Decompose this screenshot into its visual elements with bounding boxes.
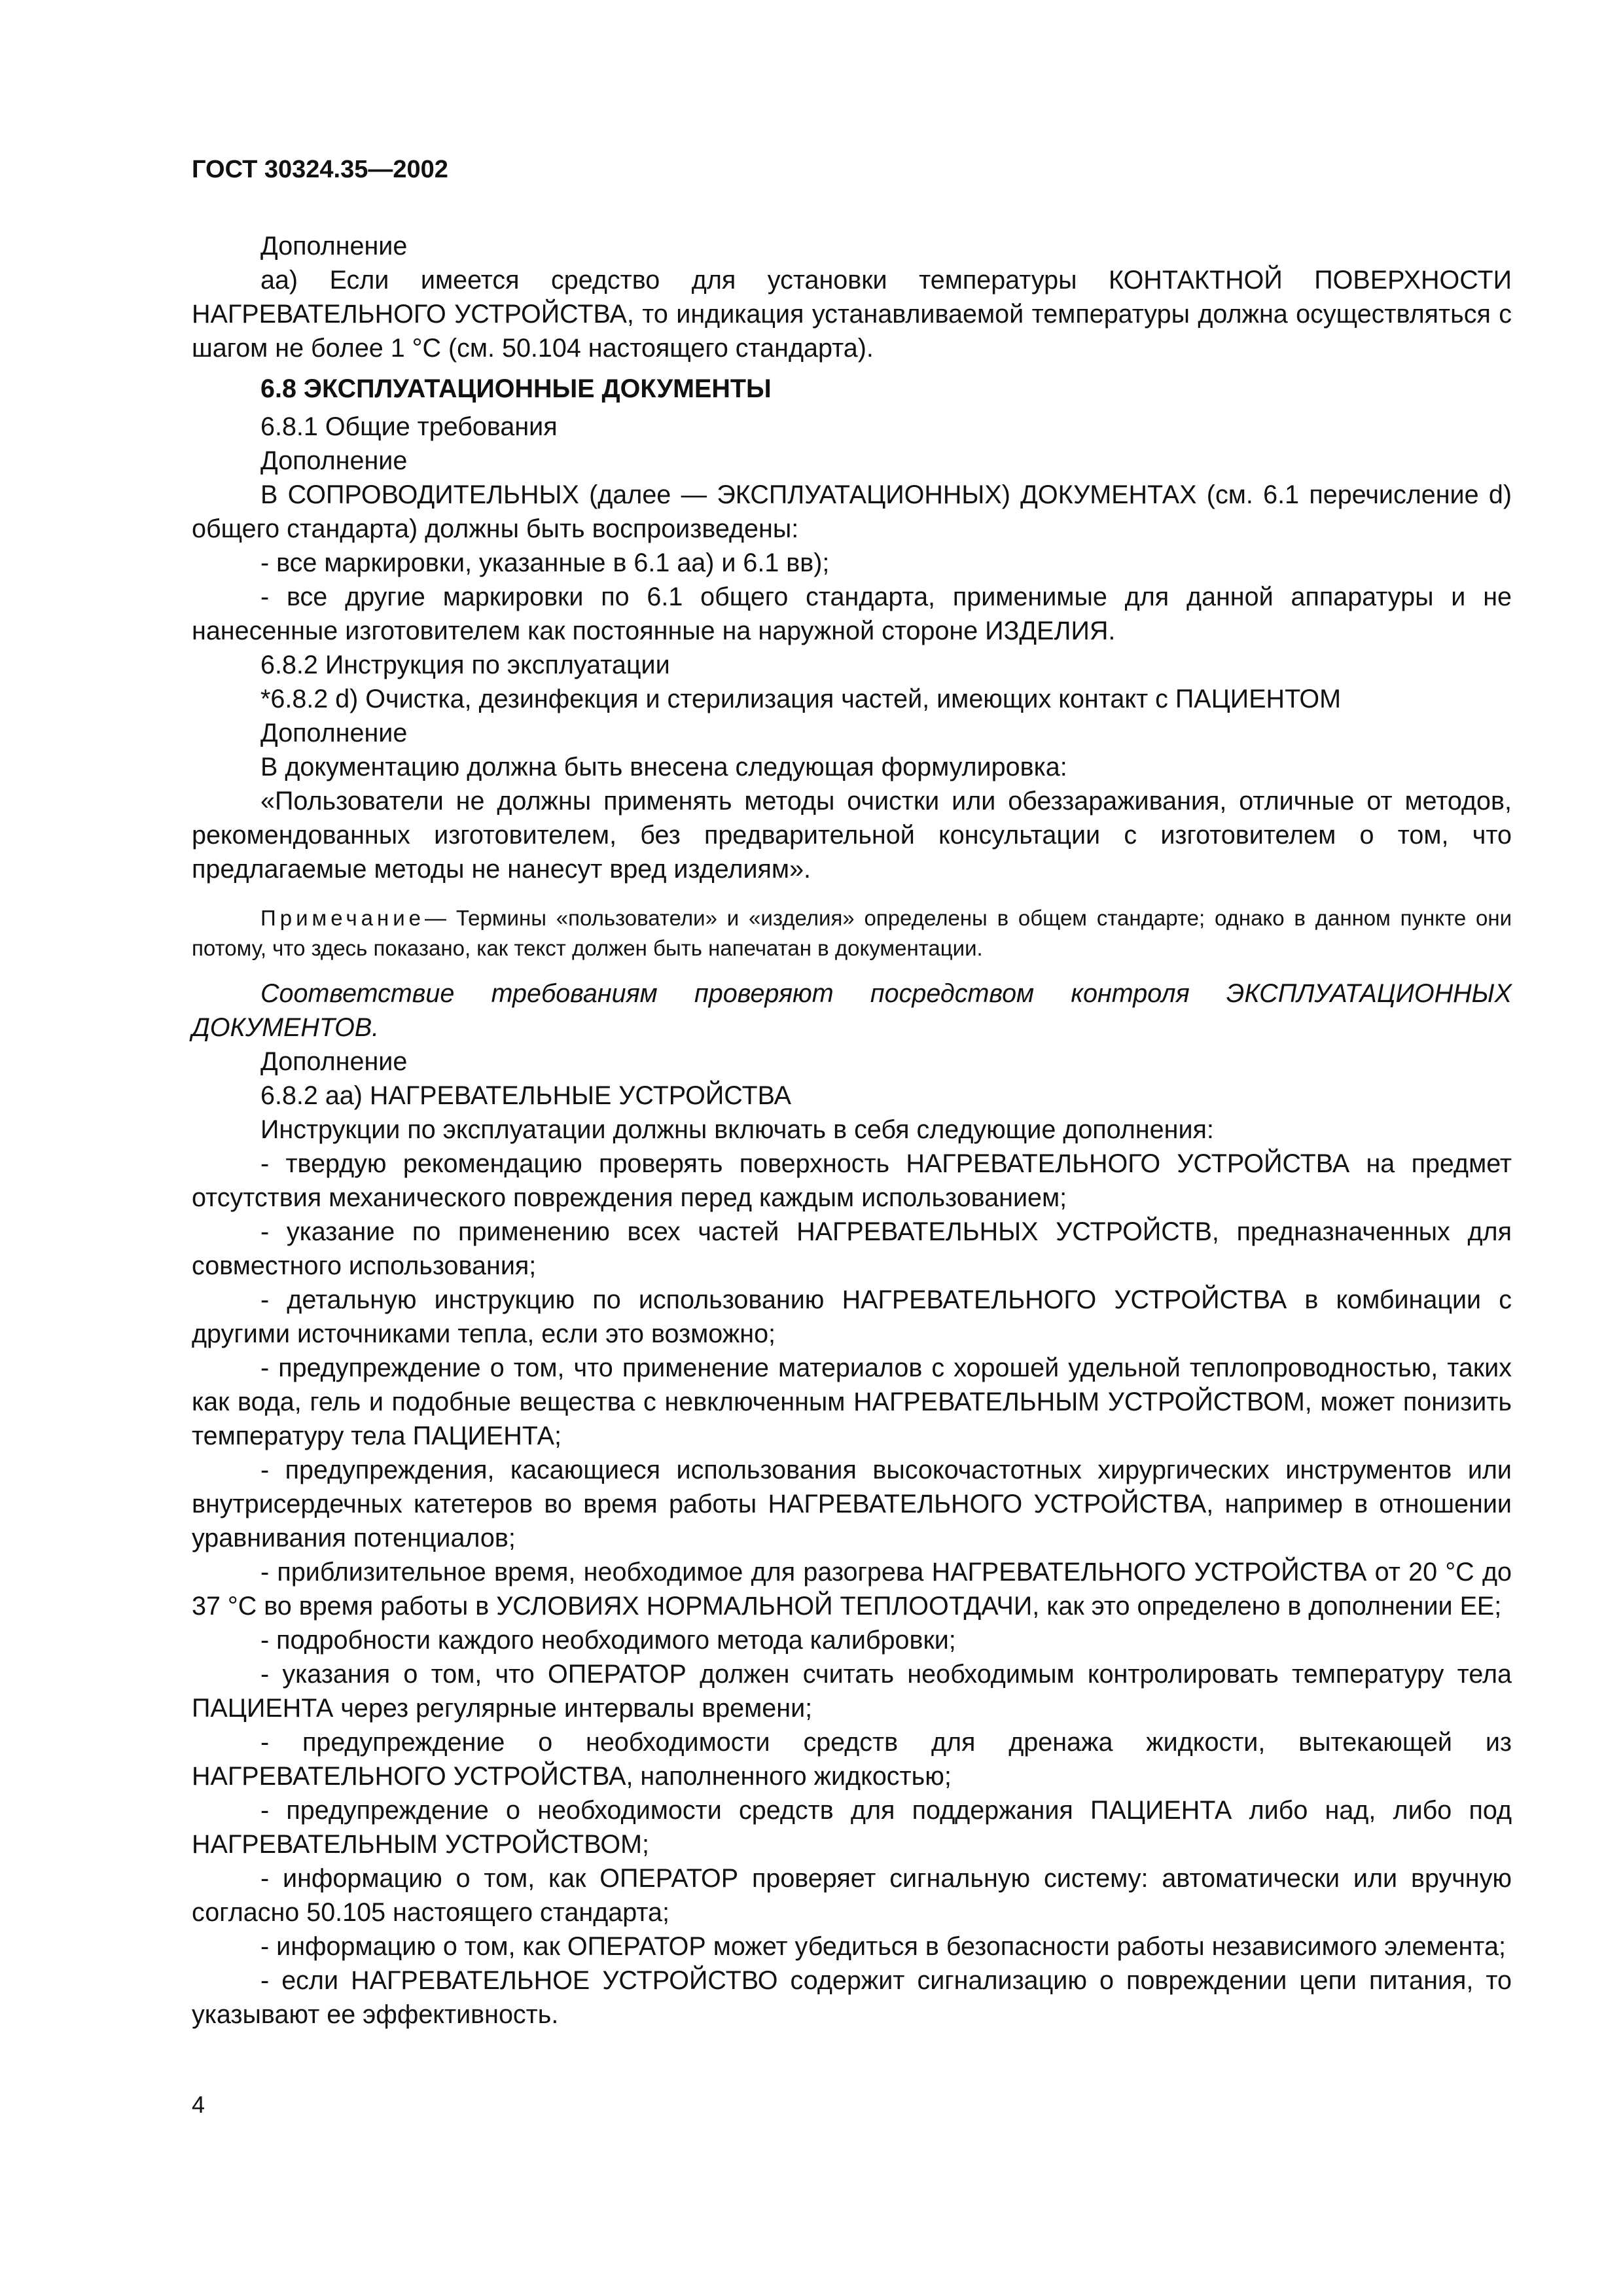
page-body bbox=[192, 229, 1512, 2032]
paragraph-wording-intro: В документацию должна быть внесена следующая формулировка: bbox=[260, 753, 1067, 781]
subsection-6-8-2-d: *6.8.2 d) Очистка, дезинфекция и стерилизация частей, имеющих контакт с ПАЦИЕНТОМ bbox=[260, 685, 1342, 713]
note-label: Примечание bbox=[260, 906, 425, 930]
page-number: 4 bbox=[192, 2091, 205, 2118]
list-item: - указание по применению всех частей НАГРЕВАТЕЛЬНЫХ УСТРОЙСТВ, предназначенных для совместного использования; bbox=[192, 1217, 1512, 1280]
paragraph-compliance: Соответствие требованиям проверяют посредством контроля ЭКСПЛУАТАЦИОННЫХ ДОКУМЕНТОВ. bbox=[192, 979, 1512, 1042]
list-item: - подробности каждого необходимого метода калибровки; bbox=[260, 1626, 956, 1655]
list-item: - информацию о том, как ОПЕРАТОР проверяет сигнальную систему: автоматически или вручную согласно 50.105 настоящего стандарта; bbox=[192, 1864, 1512, 1927]
subsection-6-8-2: 6.8.2 Инструкция по эксплуатации bbox=[260, 651, 670, 679]
paragraph-supplement: Дополнение bbox=[260, 719, 408, 747]
subsection-6-8-1: 6.8.1 Общие требования bbox=[260, 412, 558, 441]
list-item: - предупреждение о необходимости средств для дренажа жидкости, вытекающей из НАГРЕВАТЕЛЬНОГО УСТРОЙСТВА, наполненного жидкостью; bbox=[192, 1728, 1512, 1791]
paragraph-supplement: Дополнение bbox=[260, 1047, 408, 1076]
paragraph-supplement: Дополнение bbox=[260, 232, 408, 260]
paragraph-instructions-intro: Инструкции по эксплуатации должны включать в себя следующие дополнения: bbox=[260, 1115, 1214, 1144]
subsection-6-8-2-aa: 6.8.2 аа) НАГРЕВАТЕЛЬНЫЕ УСТРОЙСТВА bbox=[260, 1081, 792, 1110]
list-item: - твердую рекомендацию проверять поверхность НАГРЕВАТЕЛЬНОГО УСТРОЙСТВА на предмет отсутствия механического повреждения перед каждым использованием; bbox=[192, 1149, 1512, 1212]
list-item: - предупреждение о необходимости средств для поддержания ПАЦИЕНТА либо над, либо под НАГРЕВАТЕЛЬНЫМ УСТРОЙСТВОМ; bbox=[192, 1796, 1512, 1859]
list-item: - предупреждения, касающиеся использования высокочастотных хирургических инструментов или внутрисердечных катетеров во время работы НАГРЕВАТЕЛЬНОГО УСТРОЙСТВА, например в отношении уравнивания потенциалов; bbox=[192, 1456, 1512, 1552]
list-item: - приблизительное время, необходимое для разогрева НАГРЕВАТЕЛЬНОГО УСТРОЙСТВА от 20 °С до 37 °С во время работы в УСЛОВИЯХ НОРМАЛЬНОЙ ТЕПЛООТДАЧИ, как это определено в дополнении ЕЕ; bbox=[192, 1558, 1512, 1621]
list-item: - указания о том, что ОПЕРАТОР должен считать необходимым контролировать температуру тела ПАЦИЕНТА через регулярные интервалы времени; bbox=[192, 1660, 1512, 1723]
paragraph-accompanying-docs: В СОПРОВОДИТЕЛЬНЫХ (далее — ЭКСПЛУАТАЦИОННЫХ) ДОКУМЕНТАХ (см. 6.1 перечисление d) общего стандарта) должны быть воспроизведены: bbox=[192, 480, 1512, 543]
paragraph-quoted-wording: «Пользователи не должны применять методы очистки или обеззараживания, отличные от методов, рекомендованных изготовителем, без предварительной консультации с изготовителем о том, что предлагаемые методы не нанесут вред изделиям». bbox=[192, 787, 1512, 884]
paragraph-supplement: Дополнение bbox=[260, 446, 408, 475]
list-item: - детальную инструкцию по использованию НАГРЕВАТЕЛЬНОГО УСТРОЙСТВА в комбинации с другими источниками тепла, если это возможно; bbox=[192, 1285, 1512, 1348]
list-item: - все другие маркировки по 6.1 общего стандарта, применимые для данной аппаратуры и не нанесенные изготовителем как постоянные на наружной стороне ИЗДЕЛИЯ. bbox=[192, 583, 1512, 645]
list-item: - если НАГРЕВАТЕЛЬНОЕ УСТРОЙСТВО содержит сигнализацию о повреждении цепи питания, то указывают ее эффективность. bbox=[192, 1966, 1512, 2029]
list-item: - все маркировки, указанные в 6.1 аа) и 6.1 вв); bbox=[260, 548, 830, 577]
document-header: ГОСТ 30324.35—2002 bbox=[192, 156, 448, 183]
note bbox=[192, 903, 1512, 963]
list-item: - информацию о том, как ОПЕРАТОР может убедиться в безопасности работы независимого элемента; bbox=[260, 1932, 1506, 1961]
paragraph-aa-temperature: аа) Если имеется средство для установки температуры КОНТАКТНОЙ ПОВЕРХНОСТИ НАГРЕВАТЕЛЬНОГО УСТРОЙСТВА, то индикация устанавливаемой температуры должна осуществляться с шагом не более 1 °С (см. 50.104 настоящего стандарта). bbox=[192, 266, 1512, 363]
list-item: - предупреждение о том, что применение материалов с хорошей удельной теплопроводностью, таких как вода, гель и подобные вещества с невключенным НАГРЕВАТЕЛЬНЫМ УСТРОЙСТВОМ, может понизить температуру тела ПАЦИЕНТА; bbox=[192, 1354, 1512, 1450]
note-text: — Термины «пользователи» и «изделия» определены в общем стандарте; однако в данном пункте они потому, что здесь показано, как текст должен быть напечатан в документации. bbox=[192, 906, 1512, 960]
section-heading-6-8: 6.8 ЭКСПЛУАТАЦИОННЫЕ ДОКУМЕНТЫ bbox=[260, 374, 772, 403]
